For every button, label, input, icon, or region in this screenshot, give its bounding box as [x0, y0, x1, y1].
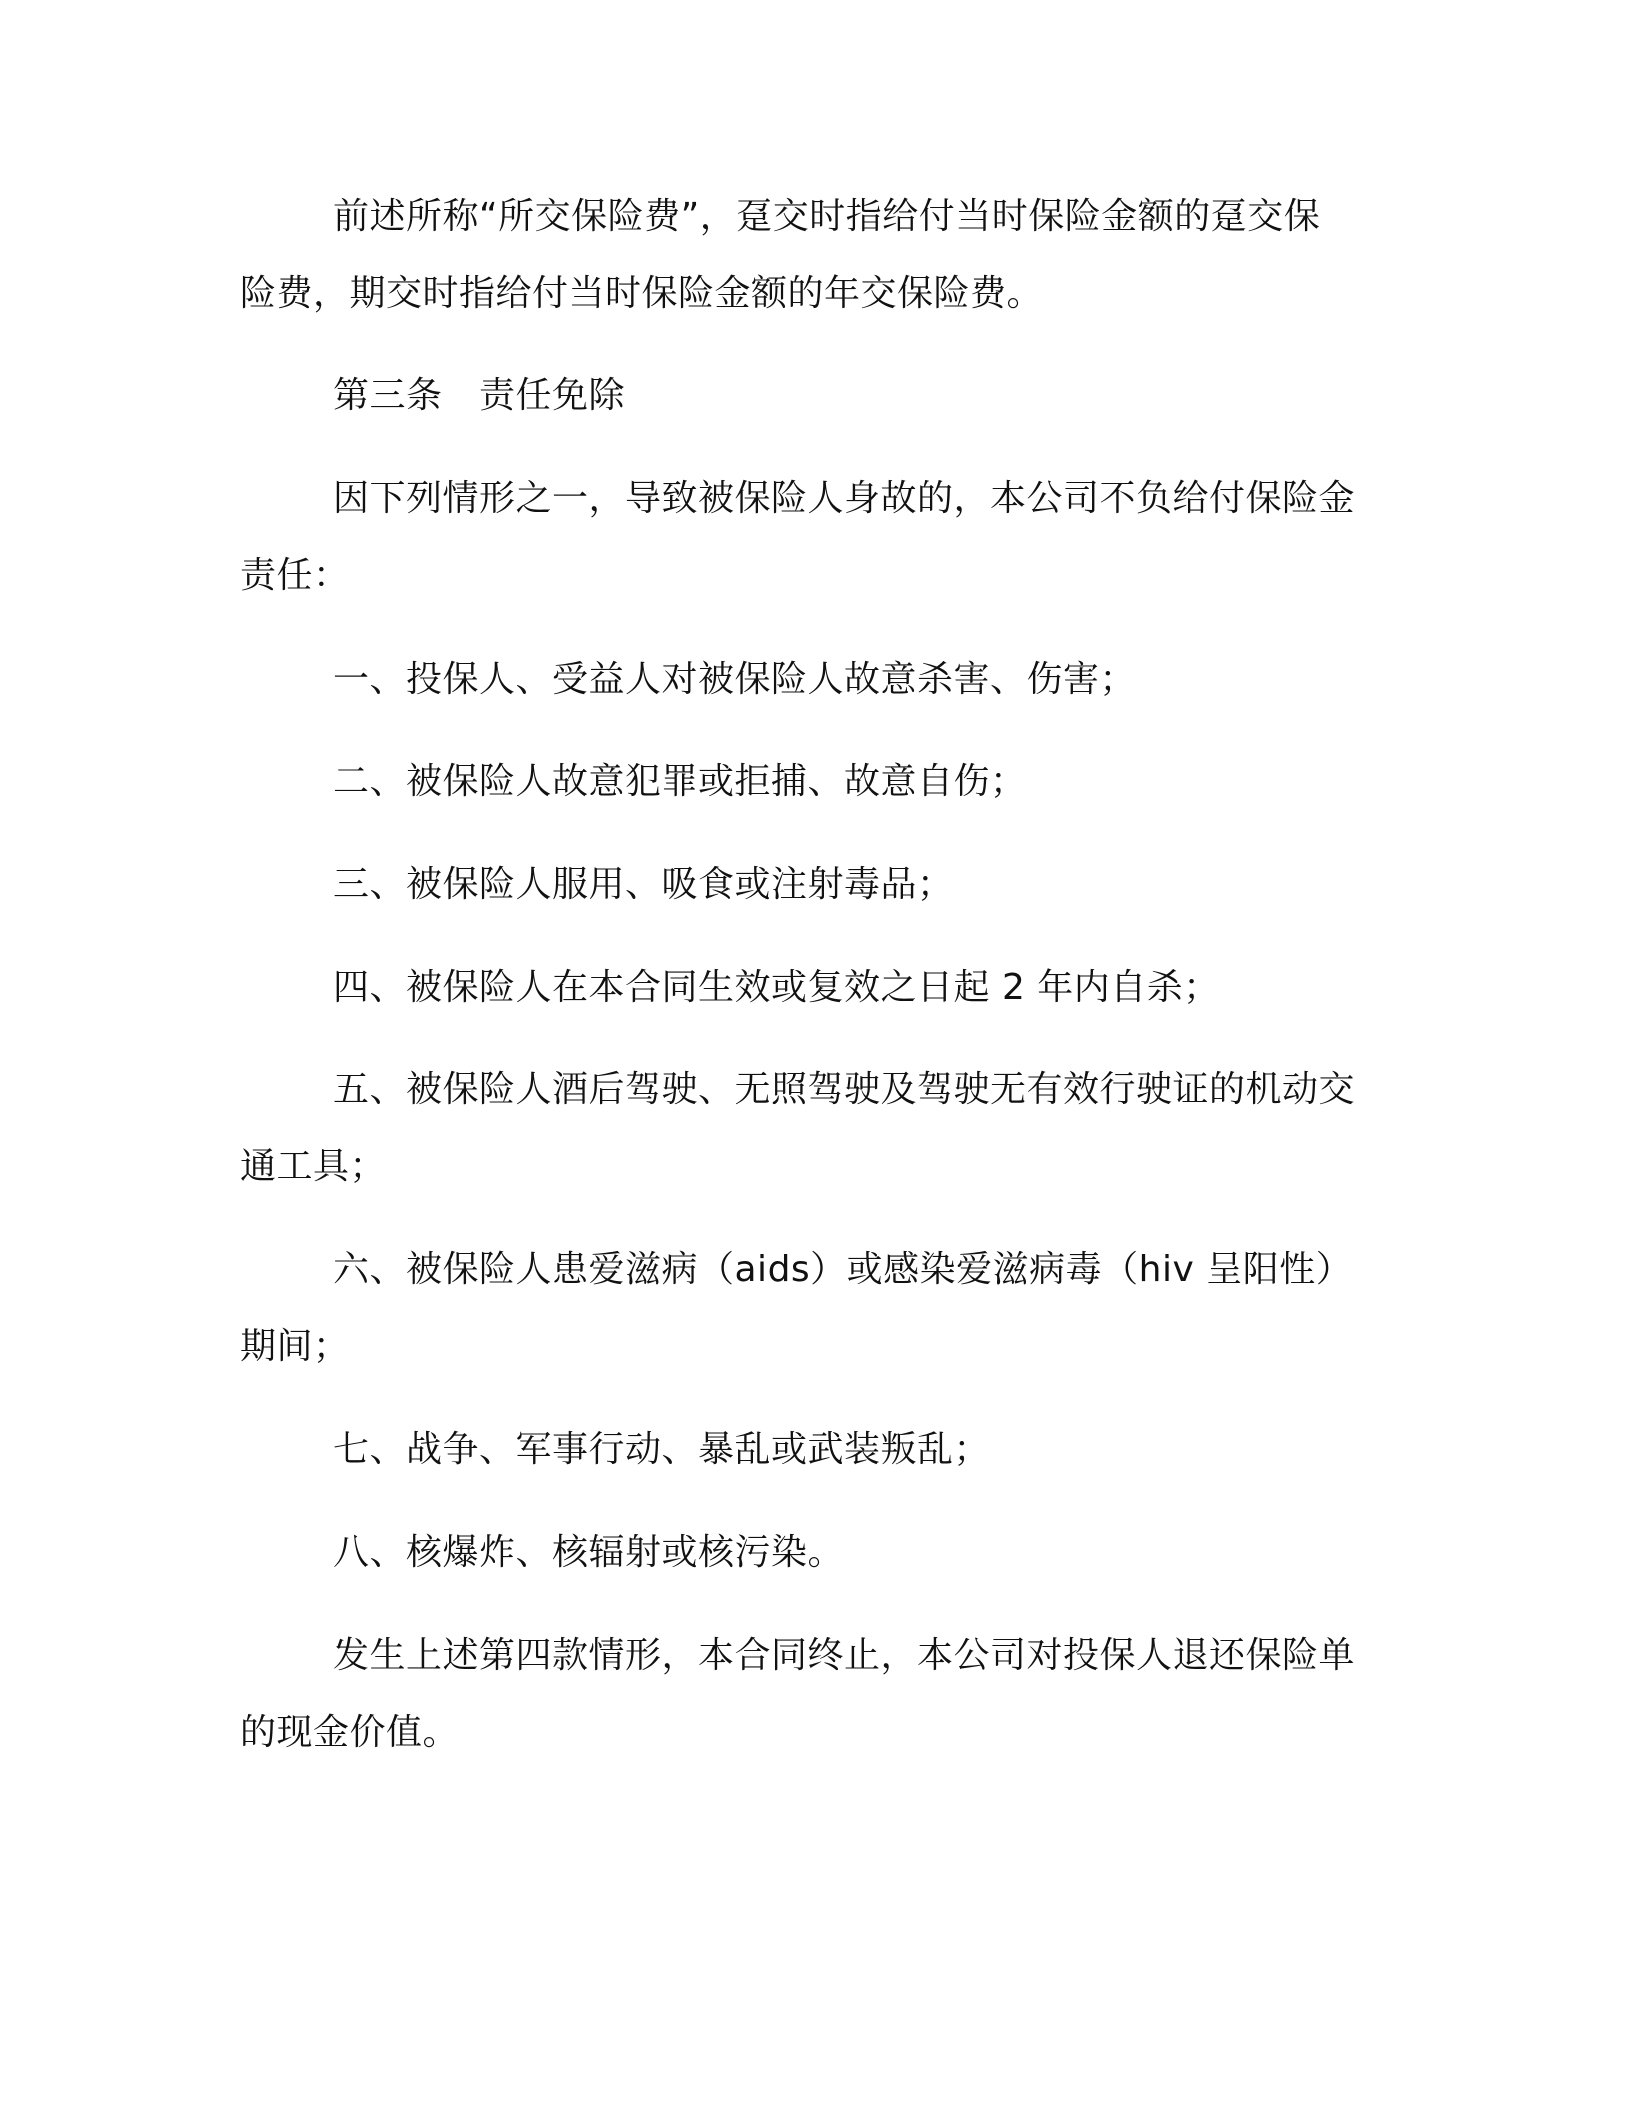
exclusion-item-7: 七、战争、军事行动、暴乱或武装叛乱；	[333, 1429, 991, 1470]
exclusion-item-8: 八、核爆炸、核辐射或核污染。	[333, 1532, 845, 1573]
paragraph-exclusions-intro-line-2: 责任：	[240, 555, 350, 596]
paragraph-exclusions-intro-line-1: 因下列情形之一，导致被保险人身故的，本公司不负给付保险金	[333, 478, 1356, 519]
exclusion-item-6-line-1: 六、被保险人患爱滋病（aids）或感染爱滋病毒（hiv 呈阳性）	[333, 1249, 1353, 1290]
exclusion-item-2: 二、被保险人故意犯罪或拒捕、故意自伤；	[333, 761, 1027, 802]
paragraph-termination-line-2: 的现金价值。	[240, 1712, 460, 1753]
exclusion-item-3: 三、被保险人服用、吸食或注射毒品；	[333, 864, 954, 905]
exclusion-item-5-line-2: 通工具；	[240, 1146, 387, 1187]
exclusion-item-1: 一、投保人、受益人对被保险人故意杀害、伤害；	[333, 659, 1137, 700]
paragraph-premium-definition-line-1: 前述所称“所交保险费”，趸交时指给付当时保险金额的趸交保	[333, 196, 1321, 237]
exclusion-item-4: 四、被保险人在本合同生效或复效之日起 2 年内自杀；	[333, 967, 1220, 1008]
exclusion-item-6-line-2: 期间；	[240, 1326, 350, 1367]
paragraph-premium-definition-line-2: 险费，期交时指给付当时保险金额的年交保险费。	[240, 273, 1044, 314]
paragraph-termination-line-1: 发生上述第四款情形，本合同终止，本公司对投保人退还保险单	[333, 1635, 1356, 1676]
exclusion-item-5-line-1: 五、被保险人酒后驾驶、无照驾驶及驾驶无有效行驶证的机动交	[333, 1069, 1356, 1110]
article-heading: 第三条 责任免除	[333, 375, 626, 416]
